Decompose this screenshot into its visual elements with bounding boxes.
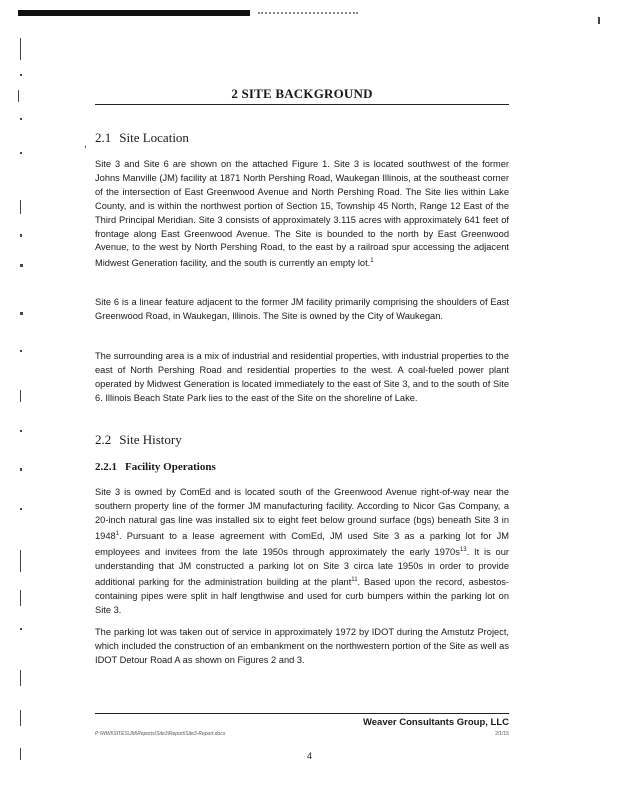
section-number: 2.2 bbox=[95, 432, 112, 447]
paragraph-site-location: Site 3 and Site 6 are shown on the attached Figure 1. Site 3 is located southwest of the former Johns Manville (JM) facility at 1871 North Pershing Road, Waukegan Illinois, at the southeast corner of the intersection of East Greenwood Avenue and North Pershing Road. The Site lies within Lake County, and is within the northwest portion of Section 15, Township 45 North, Range 12 East of the Third Principal Meridian. Site 3 consists of approximately 3.115 acres with approximately 641 feet of frontage along East Greenwood Avenue. The Site is bounded to the north by East Greenwood Avenue, to the west by North Pershing Road, to the east by a railroad spur accessing the adjacent Midwest Generation facility, and the south is currently an empty lot.$^1$ bbox=[95, 159, 509, 269]
paragraph-site-6: Site 6 is a linear feature adjacent to the former JM facility primarily comprising the shoulders of East Greenwood Road, in Waukegan, Illinois. The Site is owned by the City of Waukegan. bbox=[95, 297, 509, 321]
section-title: Site Location bbox=[119, 130, 189, 145]
footer-date: 2/1/15 bbox=[495, 731, 509, 737]
subsection-number: 2.2.1 bbox=[95, 461, 117, 473]
section-number: 2.1 bbox=[95, 130, 112, 145]
page-number: 4 bbox=[306, 751, 312, 761]
footer-rule bbox=[95, 713, 509, 714]
chapter-rule bbox=[95, 104, 509, 105]
section-title: Site History bbox=[119, 432, 182, 447]
section-heading-site-location bbox=[95, 130, 189, 146]
scan-corner-tick bbox=[598, 17, 600, 24]
subsection-title: Facility Operations bbox=[125, 461, 216, 473]
paragraph-surrounding-area: The surrounding area is a mix of industrial and residential properties, with industrial properties to the east of North Pershing Road and residential properties to the west. A coal-fueled power plant operated by Midwest Generation is located immediately to the east of Site 3, and to the south of Site 6. Illinois Beach State Park lies to the east of the Site on the shoreline of Lake. bbox=[95, 351, 509, 403]
footer-file-path: P:\WWI\SITES\JM\Reports\Site3\Report\Site3-Report.docx bbox=[95, 731, 226, 737]
chapter-title: 2 SITE BACKGROUND bbox=[231, 86, 373, 101]
paragraph-parking-lot: The parking lot was taken out of service in approximately 1972 by IDOT during the Amstutz Project, which included the construction of an embankment on the northwestern portion of the Site as well as IDOT Detour Road A as shown on Figures 2 and 3. bbox=[95, 627, 509, 665]
footer-company: Weaver Consultants Group, LLC bbox=[362, 717, 509, 728]
scan-top-bar bbox=[18, 10, 250, 16]
paragraph-facility-operations: Site 3 is owned by ComEd and is located south of the Greenwood Avenue right-of-way near the southern property line of the former JM manufacturing facility. According to Nicor Gas Company, a 20-inch natural gas line was installed six to eight feet below ground surface (bgs) beneath Site 3 in 1948$^1$. Pursuant to a lease agreement with ComEd, JM used Site 3 as a parking lot for JM employees and invitees from the late 1950s through approximately the early $1970s^{13}$. It is our understanding that JM constructed a parking lot on Site 3 circa late 1950s in order to provide additional parking for the administration building at the plant$^{11}$. Based upon the record, asbestos-containing pipes were split in half lengthwise and used for curb bumpers within the parking lot on Site 3. bbox=[95, 487, 509, 615]
binding-margin-marks bbox=[16, 30, 30, 780]
scan-top-dots bbox=[258, 12, 358, 16]
section-heading-site-history bbox=[95, 432, 182, 448]
subsection-heading-facility-operations bbox=[95, 461, 216, 473]
stray-mark: , bbox=[84, 139, 87, 150]
